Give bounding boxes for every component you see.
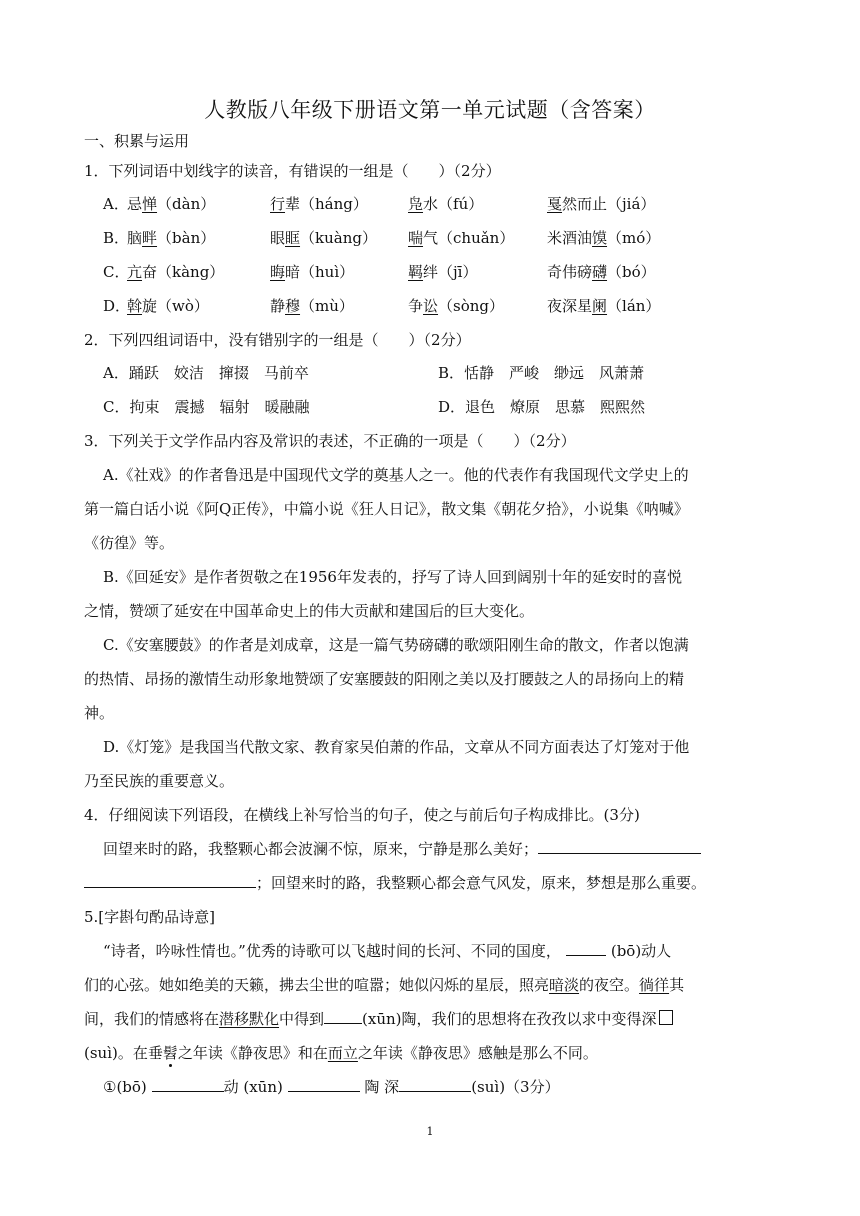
- word-pronunciation-item: [127, 228, 215, 248]
- question-4-stem: 4．仔细阅读下列语段，在横线上补写恰当的句子，使之与前后句子构成排比。(3分): [84, 806, 640, 824]
- word-text: 忌: [127, 195, 143, 213]
- page-title: 人教版八年级下册语文第一单元试题（含答案）: [204, 98, 656, 122]
- word-pronunciation-item: [270, 194, 368, 214]
- underlined-character: 羁: [408, 263, 424, 281]
- answer-blank[interactable]: [566, 941, 606, 956]
- question-3-option-b-line1: B.《回延安》是作者贺敬之在1956年发表的，抒写了诗人回到阔别十年的延安时的喜悦: [103, 568, 682, 586]
- pinyin-text: （dàn）: [157, 195, 216, 213]
- underlined-word: 徜徉: [639, 976, 670, 994]
- underlined-character: 喘: [408, 229, 424, 247]
- question-5-para-line3: [84, 1009, 673, 1029]
- pinyin-text: （bó）: [607, 263, 656, 281]
- question-3-option-c-line3: 神。: [84, 704, 115, 722]
- passage-text: 其: [669, 976, 685, 994]
- word-pronunciation-item: [408, 296, 504, 316]
- answer-blank[interactable]: [152, 1077, 224, 1092]
- option-label: C．: [103, 263, 130, 281]
- question-2-option-d: D．退色 燎原 思慕 熙熙然: [438, 398, 646, 416]
- answer-blank[interactable]: [84, 873, 256, 888]
- passage-text: 之年读《静夜思》和在: [177, 1044, 328, 1062]
- passage-text: 间，我们的情感将在: [84, 1010, 220, 1028]
- pinyin-text: 旋（wò）: [142, 297, 209, 315]
- question-5-para-line2: [84, 975, 684, 995]
- pinyin-text: （mó）: [607, 229, 661, 247]
- passage-text: 中得到: [279, 1010, 325, 1028]
- question-5-stem: 5.[字斟句酌品诗意]: [84, 908, 216, 926]
- option-label: A．: [103, 195, 129, 213]
- question-3-option-c-line1: C.《安塞腰鼓》的作者是刘成章，这是一篇气势磅礴的歌颂阳刚生命的散文，作者以饱满: [103, 636, 689, 654]
- passage-text: (xūn)陶，我们的思想将在孜孜以求中变得深: [362, 1010, 657, 1028]
- word-pronunciation-item: [547, 296, 660, 316]
- question-3-option-d-line2: 乃至民族的重要意义。: [84, 772, 235, 790]
- answer-blank[interactable]: [324, 1009, 362, 1024]
- word-text: 眼: [270, 229, 286, 247]
- pinyin-text: （lán）: [607, 297, 661, 315]
- question-3-option-a-line3: 《彷徨》等。: [84, 534, 175, 552]
- question-3-stem: 3．下列关于文学作品内容及常识的表述，不正确的一项是（ ）（2分）: [84, 432, 576, 450]
- question-3-option-b-line2: 之情，赞颂了延安在中国革命史上的伟大贡献和建国后的巨大变化。: [84, 602, 535, 620]
- question-2-option-a: A．踊跃 姣洁 撺掇 马前卒: [103, 364, 309, 382]
- word-pronunciation-item: [270, 228, 377, 248]
- word-text: 夜深星: [547, 297, 593, 315]
- question-2-stem: 2．下列四组词语中，没有错别字的一组是（ ）（2分）: [84, 331, 471, 349]
- answer-blank[interactable]: [538, 839, 701, 854]
- word-pronunciation-item: [408, 228, 514, 248]
- answer-label: 动 (xūn): [223, 1078, 283, 1096]
- word-text: 静: [270, 297, 286, 315]
- answer-label: ①(bō): [103, 1078, 147, 1096]
- pinyin-text: （bàn）: [157, 229, 216, 247]
- question-2-option-b: B．恬静 严峻 缈远 风萧萧: [438, 364, 645, 382]
- underlined-character: 凫: [408, 195, 424, 213]
- option-label: D．: [103, 297, 131, 315]
- word-pronunciation-item: [127, 296, 209, 316]
- question-5-para-line1: [103, 941, 671, 961]
- passage-text: (bō)动人: [610, 942, 672, 960]
- question-4-text-2: ；回望来时的路，我整颗心都会意气风发，原来，梦想是那么重要。: [256, 874, 707, 892]
- pinyin-text: （sòng）: [438, 297, 505, 315]
- underlined-character: 行: [270, 195, 286, 213]
- word-text: 争: [408, 297, 424, 315]
- question-5-para-line4: [84, 1043, 598, 1063]
- answer-label: (suì)（3分）: [471, 1078, 560, 1096]
- underlined-word: 暗淡: [549, 976, 580, 994]
- passage-text: “诗者，吟咏性情也。”优秀的诗歌可以飞越时间的长河、不同的国度，: [103, 942, 561, 960]
- section-heading: 一、积累与运用: [84, 132, 190, 150]
- underlined-word: 潜移默化: [219, 1010, 280, 1028]
- word-pronunciation-item: [127, 262, 224, 282]
- question-3-option-a-line1: A.《社戏》的作者鲁迅是中国现代文学的奠基人之一。他的代表作有我国现代文学史上的: [103, 466, 689, 484]
- pinyin-text: 水（fú）: [423, 195, 484, 213]
- answer-blank[interactable]: [399, 1077, 471, 1092]
- dotted-character: 髫: [162, 1044, 178, 1062]
- page-number: 1: [426, 1125, 434, 1138]
- underlined-character: 阑: [592, 297, 608, 315]
- word-pronunciation-item: [408, 262, 477, 282]
- word-text: 米酒油: [547, 229, 593, 247]
- underlined-character: 斡: [127, 297, 143, 315]
- underlined-character: 戛: [547, 195, 563, 213]
- underlined-character: 眶: [285, 229, 301, 247]
- question-4-line2: [84, 873, 706, 893]
- underlined-character: 穆: [285, 297, 301, 315]
- answer-blank[interactable]: [288, 1077, 360, 1092]
- underlined-character: 畔: [142, 229, 158, 247]
- word-pronunciation-item: [408, 194, 483, 214]
- word-pronunciation-item: [127, 194, 215, 214]
- pinyin-text: （mù）: [300, 297, 354, 315]
- pinyin-text: （kuàng）: [300, 229, 377, 247]
- underlined-character: 讼: [423, 297, 439, 315]
- question-1-stem: 1．下列词语中划线字的读音，有错误的一组是（ ）（2分）: [84, 162, 501, 180]
- missing-character-box: [659, 1010, 673, 1025]
- passage-text: 们的心弦。她如绝美的天籁，拂去尘世的喧嚣；她似闪烁的星辰，照亮: [84, 976, 550, 994]
- question-4-line1: [103, 839, 701, 859]
- word-pronunciation-item: [547, 262, 656, 282]
- question-2-option-c: C．拘束 震撼 辐射 暖融融: [103, 398, 310, 416]
- passage-text: 的夜空。: [579, 976, 640, 994]
- option-label: B．: [103, 229, 130, 247]
- pinyin-text: 辈（háng）: [285, 195, 368, 213]
- word-pronunciation-item: [270, 296, 354, 316]
- underlined-character: 馍: [592, 229, 608, 247]
- passage-text: (suì)。在垂: [84, 1044, 163, 1062]
- underlined-character: 惮: [142, 195, 158, 213]
- answer-label: 陶 深: [364, 1078, 400, 1096]
- underlined-word: 而立: [327, 1044, 358, 1062]
- pinyin-text: 绊（jī）: [423, 263, 478, 281]
- pinyin-text: 气（chuǎn）: [423, 229, 515, 247]
- pinyin-text: 奋（kàng）: [142, 263, 225, 281]
- question-3-option-d-line1: D.《灯笼》是我国当代散文家、教育家吴伯萧的作品，文章从不同方面表达了灯笼对于他: [103, 738, 690, 756]
- pinyin-text: 然而止（jiá）: [562, 195, 656, 213]
- underlined-character: 礴: [592, 263, 608, 281]
- passage-text: 之年读《静夜思》感触是那么不同。: [357, 1044, 598, 1062]
- word-text: 脑: [127, 229, 143, 247]
- question-3-option-a-line2: 第一篇白话小说《阿Q正传》，中篇小说《狂人日记》，散文集《朝花夕拾》，小说集《呐喊》: [84, 500, 689, 518]
- underlined-character: 晦: [270, 263, 286, 281]
- word-pronunciation-item: [547, 194, 655, 214]
- pinyin-text: 暗（huì）: [285, 263, 355, 281]
- question-4-text-1: 回望来时的路，我整颗心都会波澜不惊，原来，宁静是那么美好；: [103, 840, 539, 858]
- word-text: 奇伟磅: [547, 263, 593, 281]
- word-pronunciation-item: [547, 228, 660, 248]
- word-pronunciation-item: [270, 262, 354, 282]
- question-3-option-c-line2: 的热情、昂扬的激情生动形象地赞颂了安塞腰鼓的阳刚之美以及打腰鼓之人的昂扬向上的精: [84, 670, 685, 688]
- question-5-answer-line: [103, 1077, 560, 1097]
- underlined-character: 亢: [127, 263, 143, 281]
